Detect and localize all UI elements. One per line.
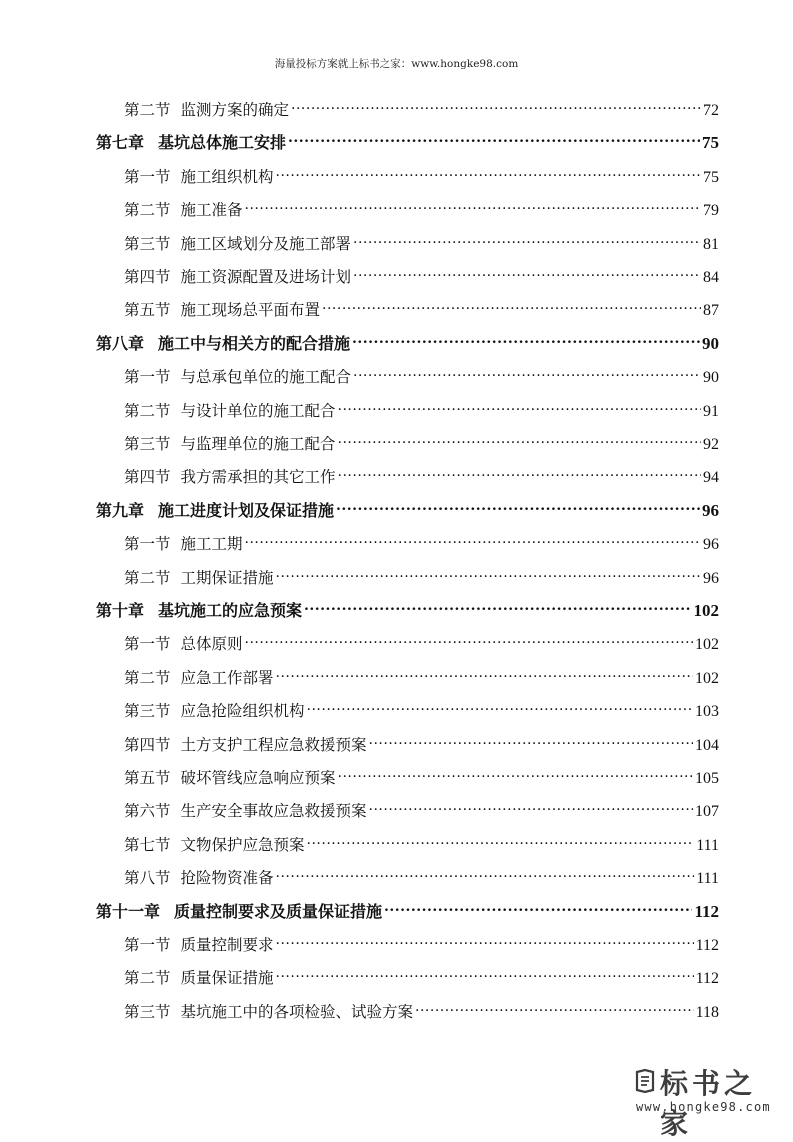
toc-section-row[interactable] bbox=[124, 291, 719, 320]
toc-page-number: 103 bbox=[695, 703, 719, 721]
brand-logo bbox=[628, 1062, 778, 1140]
toc-section-row[interactable] bbox=[124, 158, 719, 186]
toc-entry-title: 施工组织机构 bbox=[180, 167, 274, 186]
toc-dot-leader bbox=[336, 492, 700, 516]
toc-entry-label bbox=[124, 365, 351, 389]
toc-page-number: 107 bbox=[695, 803, 719, 821]
toc-entry-label bbox=[124, 1000, 413, 1024]
toc-page-number: 92 bbox=[703, 436, 719, 453]
toc-entry-title: 施工工期 bbox=[180, 535, 243, 554]
toc-dot-leader bbox=[338, 458, 701, 482]
toc-entry-label bbox=[124, 966, 274, 990]
toc-entry-label bbox=[124, 933, 274, 957]
toc-section-row[interactable] bbox=[124, 91, 719, 119]
toc-section-row[interactable] bbox=[124, 525, 719, 554]
toc-page-number: 111 bbox=[696, 836, 719, 854]
toc-page-number: 81 bbox=[703, 235, 719, 253]
toc-dot-leader bbox=[276, 959, 694, 983]
toc-dot-leader bbox=[415, 993, 694, 1017]
toc-page-number: 96 bbox=[703, 569, 719, 587]
toc-entry-label bbox=[124, 866, 274, 890]
toc-entry-number: 第二节 bbox=[124, 969, 171, 988]
toc-section-row[interactable] bbox=[124, 993, 719, 1021]
toc-dot-leader bbox=[245, 191, 701, 215]
toc-page-number: 72 bbox=[703, 102, 719, 119]
toc-entry-title: 工期保证措施 bbox=[180, 568, 274, 587]
toc-page-number: 102 bbox=[693, 601, 719, 620]
toc-entry-label bbox=[124, 833, 305, 857]
toc-entry-label bbox=[124, 666, 274, 690]
toc-section-row[interactable] bbox=[124, 792, 719, 821]
toc-entry-title: 我方需承担的其它工作 bbox=[180, 468, 336, 487]
toc-entry-label bbox=[124, 165, 274, 189]
toc-entry-number: 第八章 bbox=[96, 333, 145, 353]
toc-chapter-row[interactable] bbox=[96, 893, 719, 921]
toc-entry-title: 基坑施工中的各项检验、试验方案 bbox=[180, 1002, 414, 1021]
toc-entry-number: 第二节 bbox=[124, 101, 171, 119]
toc-entry-title: 质量控制要求 bbox=[180, 936, 274, 954]
toc-entry-number: 第七节 bbox=[124, 835, 171, 854]
toc-entry-number: 第一节 bbox=[124, 635, 171, 654]
toc-entry-title: 破坏管线应急响应预案 bbox=[180, 769, 336, 787]
toc-entry-label bbox=[124, 733, 367, 757]
toc-page-number: 94 bbox=[703, 469, 719, 487]
toc-entry-title: 文物保护应急预案 bbox=[180, 835, 305, 854]
toc-page-number: 118 bbox=[695, 1003, 719, 1021]
toc-entry-number: 第六节 bbox=[124, 802, 171, 821]
toc-entry-title: 抢险物资准备 bbox=[180, 869, 274, 888]
toc-dot-leader bbox=[291, 91, 701, 115]
toc-entry-number: 第二节 bbox=[124, 401, 171, 420]
toc-entry-label bbox=[124, 766, 336, 790]
toc-dot-leader bbox=[322, 291, 701, 315]
toc-entry-number: 第三节 bbox=[124, 435, 171, 453]
toc-dot-leader bbox=[307, 692, 693, 716]
toc-entry-number: 第五节 bbox=[124, 769, 171, 787]
toc-dot-leader bbox=[288, 124, 700, 148]
toc-entry-label bbox=[96, 499, 334, 523]
toc-entry-number: 第九章 bbox=[96, 500, 145, 520]
toc-chapter-row[interactable] bbox=[96, 124, 719, 153]
toc-section-row[interactable] bbox=[124, 358, 719, 387]
toc-entry-title: 质量控制要求及质量保证措施 bbox=[174, 901, 383, 921]
toc-section-row[interactable] bbox=[124, 959, 719, 988]
toc-entry-label bbox=[124, 465, 336, 489]
toc-section-row[interactable] bbox=[124, 625, 719, 654]
toc-section-row[interactable] bbox=[124, 692, 719, 721]
toc-dot-leader bbox=[276, 559, 701, 583]
toc-section-row[interactable] bbox=[124, 826, 719, 854]
toc-page-number: 112 bbox=[694, 901, 719, 921]
toc-entry-title: 施工中与相关方的配合措施 bbox=[158, 333, 351, 353]
toc-entry-number: 第四节 bbox=[124, 468, 171, 487]
toc-entry-title: 施工准备 bbox=[180, 201, 243, 220]
logo-mark-icon bbox=[634, 1068, 656, 1094]
toc-entry-number: 第二节 bbox=[124, 201, 171, 220]
toc-page-number: 96 bbox=[703, 536, 719, 554]
toc-dot-leader bbox=[338, 392, 701, 416]
toc-section-row[interactable] bbox=[124, 258, 719, 286]
toc-dot-leader bbox=[369, 726, 693, 750]
toc-chapter-row[interactable] bbox=[96, 592, 719, 620]
toc-page-number: 112 bbox=[695, 970, 719, 988]
toc-entry-label bbox=[124, 566, 274, 590]
toc-section-row[interactable] bbox=[124, 726, 719, 754]
toc-entry-title: 施工资源配置及进场计划 bbox=[180, 268, 352, 286]
toc-entry-number: 第三节 bbox=[124, 1002, 171, 1021]
toc-dot-leader bbox=[353, 258, 701, 282]
logo-url: www.hongke98.com bbox=[636, 1100, 771, 1114]
logo-text: 标书之家 bbox=[660, 1067, 757, 1140]
toc-section-row[interactable] bbox=[124, 926, 719, 954]
toc-entry-title: 基坑总体施工安排 bbox=[158, 133, 287, 153]
toc-entry-label bbox=[124, 699, 305, 723]
toc-section-row[interactable] bbox=[124, 225, 719, 253]
toc-entry-number: 第七章 bbox=[96, 133, 145, 153]
toc-entry-label bbox=[124, 265, 351, 289]
toc-entry-label bbox=[124, 232, 351, 256]
toc-dot-leader bbox=[338, 759, 693, 783]
toc-dot-leader bbox=[353, 358, 701, 382]
toc-entry-number: 第八节 bbox=[124, 869, 171, 888]
toc-page-number: 105 bbox=[695, 770, 719, 787]
toc-entry-number: 第一节 bbox=[124, 535, 171, 554]
toc-dot-leader bbox=[352, 325, 700, 349]
toc-entry-title: 施工现场总平面布置 bbox=[180, 301, 321, 320]
toc-chapter-row[interactable] bbox=[96, 492, 719, 520]
toc-section-row[interactable] bbox=[124, 659, 719, 687]
toc-page-number: 90 bbox=[703, 369, 719, 387]
toc-entry-title: 土方支护工程应急救援预案 bbox=[180, 735, 367, 754]
toc-dot-leader bbox=[276, 158, 701, 182]
toc-entry-number: 第四节 bbox=[124, 735, 171, 754]
toc-section-row[interactable] bbox=[124, 759, 719, 787]
toc-dot-leader bbox=[245, 525, 701, 549]
toc-entry-number: 第二节 bbox=[124, 668, 171, 687]
toc-dot-leader bbox=[369, 792, 693, 816]
toc-page-number: 111 bbox=[696, 870, 719, 888]
toc-entry-number: 第十一章 bbox=[96, 901, 161, 921]
toc-page-number: 102 bbox=[695, 669, 719, 687]
toc-dot-leader bbox=[276, 659, 693, 683]
toc-page-number: 102 bbox=[695, 636, 719, 654]
toc-entry-title: 与总承包单位的施工配合 bbox=[180, 368, 352, 387]
toc-dot-leader bbox=[304, 592, 691, 616]
toc-entry-title: 生产安全事故应急救援预案 bbox=[180, 802, 367, 821]
toc-entry-title: 总体原则 bbox=[180, 635, 243, 654]
toc-dot-leader bbox=[384, 893, 692, 917]
toc-entry-title: 应急工作部署 bbox=[180, 668, 274, 687]
toc-entry-label bbox=[96, 599, 302, 623]
toc-page-number: 75 bbox=[703, 168, 719, 186]
toc-entry-number: 第一节 bbox=[124, 368, 171, 387]
toc-section-row[interactable] bbox=[124, 191, 719, 220]
toc-entry-label bbox=[124, 799, 367, 823]
toc-entry-number: 第一节 bbox=[124, 167, 171, 186]
toc-page-number: 84 bbox=[703, 269, 719, 286]
toc-page-number: 87 bbox=[703, 302, 719, 320]
toc-dot-leader bbox=[353, 225, 701, 249]
toc-entry-label bbox=[124, 98, 289, 122]
toc-entry-title: 质量保证措施 bbox=[180, 969, 274, 988]
toc-dot-leader bbox=[338, 425, 701, 449]
toc-entry-label bbox=[96, 900, 382, 924]
toc-entry-label bbox=[124, 198, 243, 222]
toc-page-number: 112 bbox=[695, 937, 719, 954]
toc-section-row[interactable] bbox=[124, 392, 719, 420]
toc-entry-number: 第二节 bbox=[124, 568, 171, 587]
toc-entry-title: 基坑施工的应急预案 bbox=[158, 601, 303, 620]
toc-entry-number: 第一节 bbox=[124, 936, 171, 954]
toc-entry-number: 第四节 bbox=[124, 268, 171, 286]
toc-page-number: 90 bbox=[702, 333, 719, 353]
toc-entry-label bbox=[124, 399, 336, 423]
toc-section-row[interactable] bbox=[124, 559, 719, 587]
toc-page-number: 96 bbox=[702, 500, 719, 520]
toc-entry-label bbox=[124, 632, 243, 656]
toc-entry-title: 施工进度计划及保证措施 bbox=[158, 500, 335, 520]
toc-dot-leader bbox=[276, 859, 695, 883]
toc-entry-label bbox=[124, 432, 336, 456]
toc-dot-leader bbox=[307, 826, 695, 850]
toc-chapter-row[interactable] bbox=[96, 325, 719, 353]
toc-entry-label bbox=[124, 532, 243, 556]
toc-section-row[interactable] bbox=[124, 859, 719, 888]
toc-entry-number: 第五节 bbox=[124, 301, 171, 320]
toc-entry-number: 第十章 bbox=[96, 601, 145, 620]
toc-entry-title: 应急抢险组织机构 bbox=[180, 702, 305, 721]
toc-entry-number: 第三节 bbox=[124, 234, 171, 253]
toc-page-number: 104 bbox=[695, 736, 719, 754]
toc-entry-title: 施工区域划分及施工部署 bbox=[180, 234, 352, 253]
toc-entry-label bbox=[96, 131, 286, 155]
page-header: 海量投标方案就上标书之家：www.hongke98.com bbox=[274, 58, 519, 70]
toc-dot-leader bbox=[245, 625, 693, 649]
toc-page-number: 75 bbox=[702, 133, 719, 153]
toc-page-number: 79 bbox=[703, 202, 719, 220]
toc-section-row[interactable] bbox=[124, 425, 719, 453]
toc-entry-title: 与设计单位的施工配合 bbox=[180, 401, 336, 420]
toc-dot-leader bbox=[276, 926, 694, 950]
toc-entry-number: 第三节 bbox=[124, 702, 171, 721]
toc-entry-title: 与监理单位的施工配合 bbox=[180, 435, 336, 453]
toc-section-row[interactable] bbox=[124, 458, 719, 487]
toc-entry-title: 监测方案的确定 bbox=[180, 101, 290, 119]
toc-page-number: 91 bbox=[703, 402, 719, 420]
toc-entry-label bbox=[124, 298, 320, 322]
toc-entry-label bbox=[96, 332, 350, 356]
